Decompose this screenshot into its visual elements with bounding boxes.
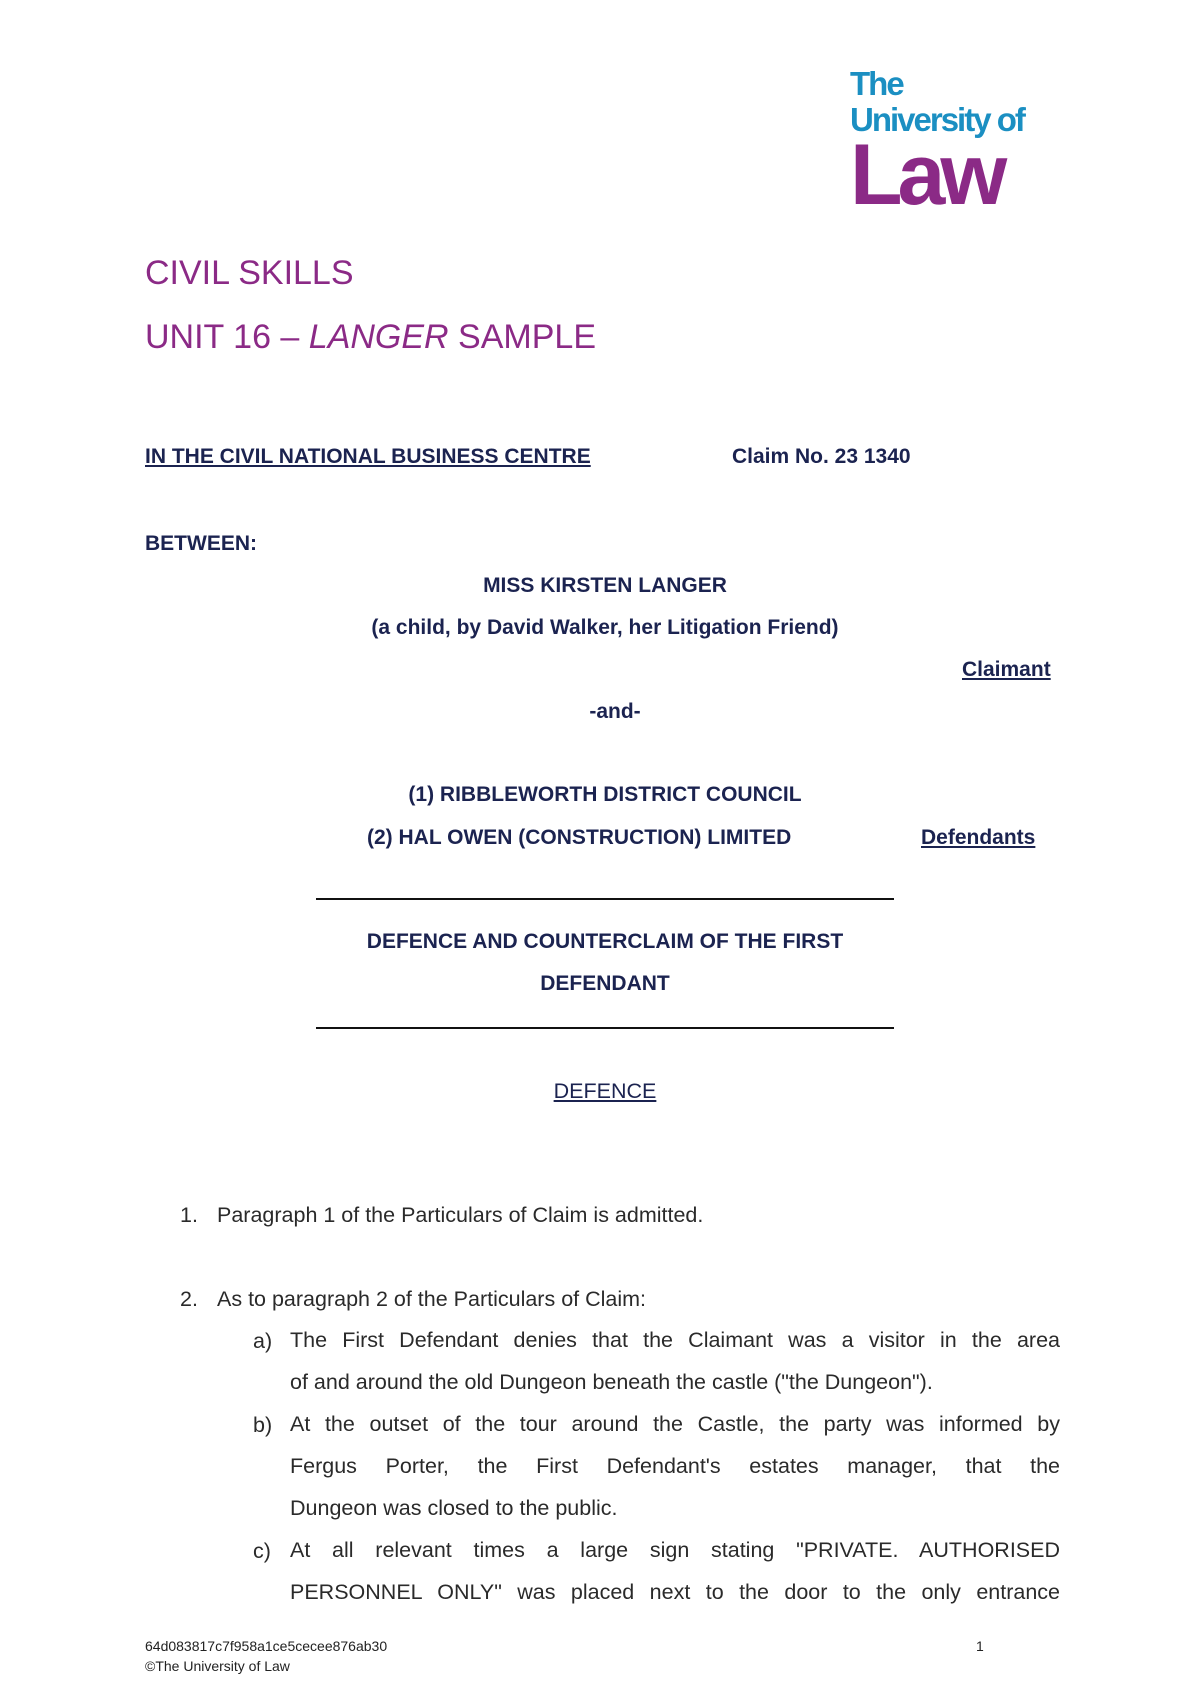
defendants-label: Defendants xyxy=(921,826,1036,849)
paragraph-number: 1. xyxy=(180,1203,198,1227)
footer-doc-id: 64d083817c7f958a1ce5cecee876ab30 xyxy=(145,1638,388,1654)
subparagraph-letter: c) xyxy=(253,1539,271,1563)
defendant-1: (1) RIBBLEWORTH DISTRICT COUNCIL xyxy=(408,783,802,806)
subparagraph-line: of and around the old Dungeon beneath the castle ("the Dungeon"). xyxy=(290,1370,933,1394)
title-unit-prefix: UNIT 16 – xyxy=(145,318,309,356)
paragraph-number: 2. xyxy=(180,1287,198,1311)
subparagraph-line: At the outset of the tour around the Castle, the party was informed by xyxy=(290,1412,1060,1436)
paragraph-text: As to paragraph 2 of the Particulars of Claim: xyxy=(217,1287,647,1311)
document-title-line2: DEFENDANT xyxy=(540,972,670,995)
logo-line-university: University of xyxy=(850,101,1024,138)
subparagraph-text xyxy=(290,1403,1060,1529)
university-of-law-logo xyxy=(850,65,1040,223)
claimant-detail: (a child, by David Walker, her Litigation Friend) xyxy=(371,616,839,639)
subparagraph-letter: a) xyxy=(253,1329,273,1353)
subparagraph-letter: b) xyxy=(253,1413,273,1437)
title-unit-suffix: SAMPLE xyxy=(448,318,596,356)
claim-number: Claim No. 23 1340 xyxy=(732,445,911,468)
document-title-line1: DEFENCE AND COUNTERCLAIM OF THE FIRST xyxy=(366,930,844,953)
logo-line-law: Law xyxy=(850,127,1003,223)
subparagraph-text xyxy=(290,1529,1060,1613)
title-unit-italic: LANGER xyxy=(308,318,449,356)
title-rule-top xyxy=(316,898,894,900)
title-unit xyxy=(145,318,596,357)
defendant-2: (2) HAL OWEN (CONSTRUCTION) LIMITED xyxy=(367,826,792,849)
subparagraph-text xyxy=(290,1319,1060,1403)
and-separator: -and- xyxy=(589,700,641,723)
claimant-label: Claimant xyxy=(962,658,1051,681)
subparagraph-line: The First Defendant denies that the Claimant was a visitor in the area xyxy=(290,1328,1060,1352)
logo-line-the: The xyxy=(850,65,903,102)
subparagraph-line: Fergus Porter, the First Defendant's estates manager, that the xyxy=(290,1454,1060,1478)
footer-copyright: ©The University of Law xyxy=(145,1658,290,1674)
subparagraph-line: PERSONNEL ONLY" was placed next to the door to the only entrance xyxy=(290,1580,1060,1604)
subparagraph-line: Dungeon was closed to the public. xyxy=(290,1496,618,1520)
title-rule-bottom xyxy=(316,1027,894,1029)
section-heading-defence: DEFENCE xyxy=(553,1079,657,1103)
footer-page-number: 1 xyxy=(976,1638,984,1654)
title-civil-skills: CIVIL SKILLS xyxy=(145,254,354,292)
claimant-name: MISS KIRSTEN LANGER xyxy=(483,574,727,597)
court-name: IN THE CIVIL NATIONAL BUSINESS CENTRE xyxy=(145,445,591,468)
paragraph-text: Paragraph 1 of the Particulars of Claim is admitted. xyxy=(217,1203,704,1227)
between-label: BETWEEN: xyxy=(145,532,257,555)
subparagraph-line: At all relevant times a large sign stating "PRIVATE. AUTHORISED xyxy=(290,1538,1060,1562)
